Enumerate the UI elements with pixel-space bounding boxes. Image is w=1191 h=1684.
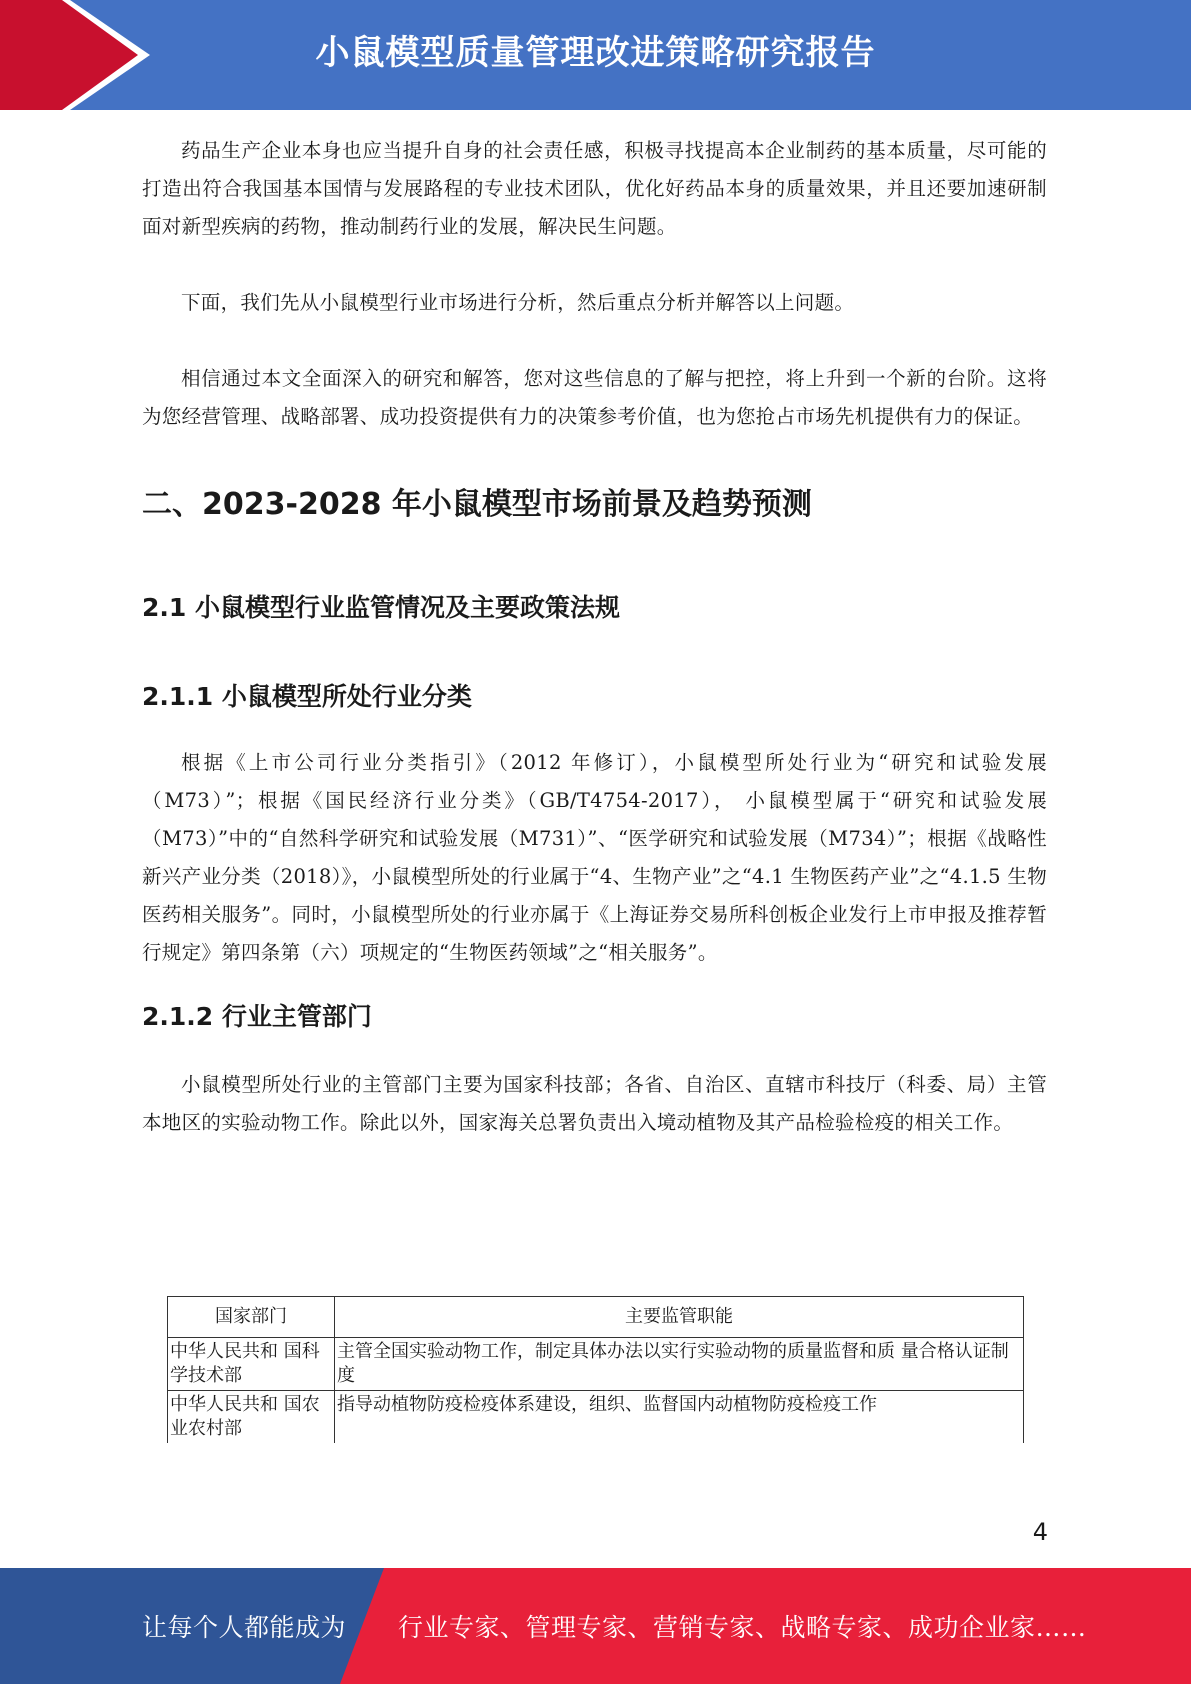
- regulator-table: [167, 1296, 1024, 1443]
- table-cell-dept: 中华人民共和 国农业农村部: [168, 1391, 335, 1444]
- page-number: 4: [1032, 1518, 1048, 1546]
- paragraph-1: 药品生产企业本身也应当提升自身的社会责任感，积极寻找提高本企业制药的基本质量，尽可能的打造出符合我国基本国情与发展路程的专业技术团队，优化好药品本身的质量效果，并且还要加速研制面对新型疾病的药物，推动制药行业的发展，解决民生问题。: [142, 139, 1047, 238]
- page-content: [142, 132, 1047, 1142]
- subsubsection-heading-classification: 2.1.1 小鼠模型所处行业分类: [142, 682, 472, 711]
- subsubsection-heading-authority: 2.1.2 行业主管部门: [142, 1002, 372, 1031]
- paragraph-3: 相信通过本文全面深入的研究和解答，您对这些信息的了解与把控，将上升到一个新的台阶。这将为您经营管理、战略部署、成功投资提供有力的决策参考价值，也为您抢占市场先机提供有力的保证。: [142, 367, 1047, 428]
- section-heading: 二、2023-2028 年小鼠模型市场前景及趋势预测: [142, 487, 812, 522]
- table-cell-dept: 中华人民共和 国科学技术部: [168, 1338, 335, 1391]
- page-footer: [0, 1568, 1191, 1684]
- table-cell-duty: 主管全国实验动物工作，制定具体办法以实行实验动物的质量监督和质 量合格认证制度: [335, 1338, 1024, 1391]
- table-row: [168, 1391, 1024, 1444]
- table-header-dept: 国家部门: [168, 1297, 335, 1338]
- subsection-heading: 2.1 小鼠模型行业监管情况及主要政策法规: [142, 593, 620, 622]
- table-row: [168, 1338, 1024, 1391]
- paragraph-4: 根据《上市公司行业分类指引》（2012 年修订），小鼠模型所处行业为“研究和试验发展（M73）”；根据《国民经济行业分类》（GB/T4754-2017）， 小鼠模型属于“研究和试验发展（M73）”中的“自然科学研究和试验发展（M731）”、“医学研究和试验发展（M734）”；根据《战略性新兴产业分类（2018）》，小鼠模型所处的行业属于“4、生物产业”之“4.1 生物医药产业”之“4.1.5 生物医药相关服务”。同时，小鼠模型所处的行业亦属于《上海证券交易所科创板企业发行上市申报及推荐暂行规定》第四条第（六）项规定的“生物医药领域”之“相关服务”。: [142, 751, 1047, 964]
- table-header-duty: 主要监管职能: [335, 1297, 1024, 1338]
- footer-slogan-left: 让每个人都能成为: [142, 1613, 347, 1642]
- footer-slogan-right: 行业专家、管理专家、营销专家、战略专家、成功企业家……: [398, 1613, 1087, 1642]
- table-header-row: [168, 1297, 1024, 1338]
- page-header: [0, 0, 1191, 110]
- paragraph-2: 下面，我们先从小鼠模型行业市场进行分析，然后重点分析并解答以上问题。: [181, 291, 855, 314]
- paragraph-5: 小鼠模型所处行业的主管部门主要为国家科技部；各省、自治区、直辖市科技厅（科委、局）主管本地区的实验动物工作。除此以外，国家海关总署负责出入境动植物及其产品检验检疫的相关工作。: [142, 1073, 1047, 1134]
- report-title: 小鼠模型质量管理改进策略研究报告: [315, 33, 876, 73]
- table-cell-duty: 指导动植物防疫检疫体系建设，组织、监督国内动植物防疫检疫工作: [335, 1391, 1024, 1444]
